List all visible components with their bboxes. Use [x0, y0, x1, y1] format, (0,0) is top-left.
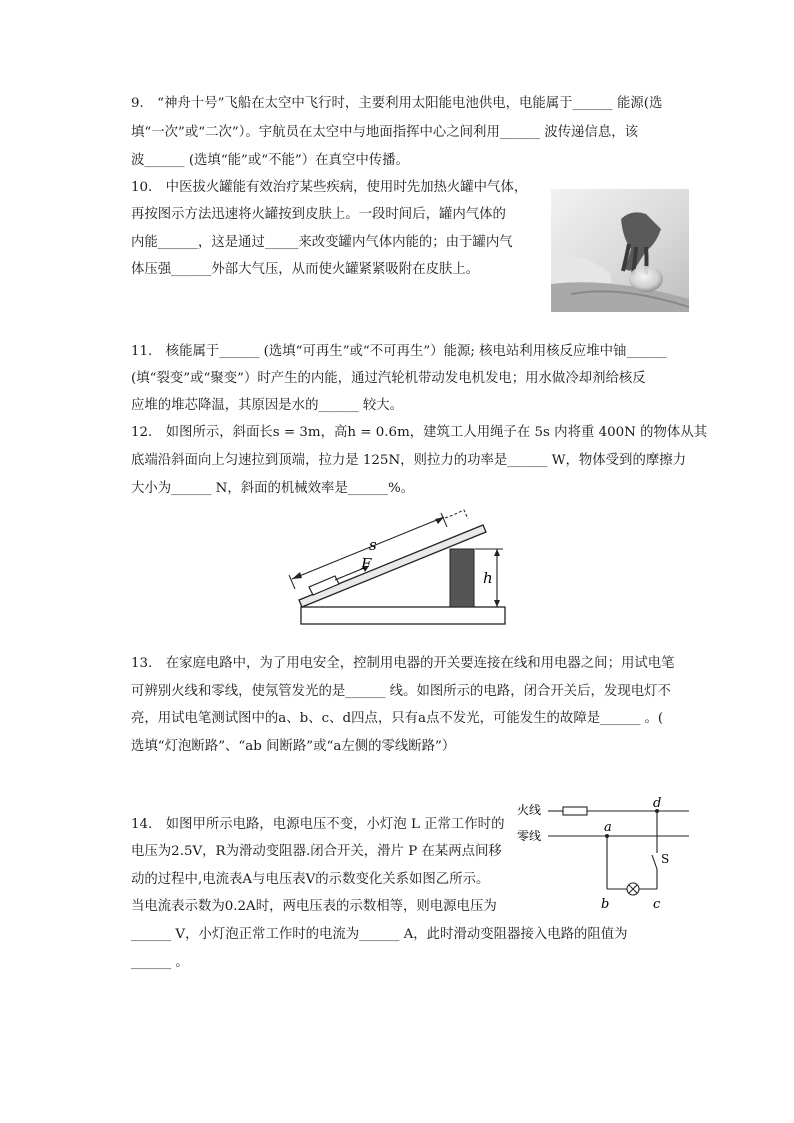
incline-base — [301, 607, 505, 624]
length-arrow-head-left — [292, 572, 302, 579]
neutral-wire-label: 零线 — [517, 829, 542, 843]
switch-label: S — [661, 852, 670, 866]
question-12-line-1: 12. 如图所示，斜面长s = 3m，高h = 0.6m，建筑工人用绳子在 5s 内将重 400N 的物体从其 — [131, 425, 708, 440]
question-14-line-2: 电压为2.5V，R为滑动变阻器.闭合开关，滑片 P 在某两点间移 — [131, 844, 502, 859]
question-11-line-3: 应堆的堆芯降温，其原因是水的______ 较大。 — [131, 398, 404, 413]
switch-blade — [652, 855, 657, 869]
circuit-svg — [515, 795, 693, 915]
live-wire-label: 火线 — [517, 803, 542, 817]
question-10-line-2: 再按图示方法迅速将火罐按到皮肤上。一段时间后，罐内气体的 — [131, 207, 506, 222]
point-c-label: c — [653, 897, 661, 912]
cupping-photo — [551, 189, 689, 312]
question-14-line-4: 当电流表示数为0.2A时，两电压表的示数相等，则电源电压为 — [131, 899, 497, 914]
point-a-label: a — [604, 820, 612, 835]
height-arrow-head-top — [494, 549, 500, 556]
point-d-label: d — [653, 796, 662, 811]
question-10-line-1: 10. 中医拔火罐能有效治疗某些疾病，使用时先加热火罐中气体， — [131, 180, 528, 195]
question-13-line-3: 亮，用试电笔测试图中的a、b、c、d四点，只有a点不发光，可能发生的故障是______ 。( — [131, 711, 664, 726]
question-12-line-2: 底端沿斜面向上匀速拉到顶端，拉力是 125N，则拉力的功率是______ W，物体受到的摩擦力 — [131, 453, 687, 468]
label-h: h — [483, 569, 493, 587]
question-14-line-6: ______ 。 — [131, 955, 189, 970]
dashed-block-outline — [445, 510, 468, 519]
length-tick-left — [289, 575, 295, 589]
question-12-line-3: 大小为______ N，斜面的机械效率是______%。 — [131, 481, 415, 496]
question-11-line-1: 11. 核能属于______ (选填“可再生”或“不可再生”）能源; 核电站利用核反应堆中铀______ — [131, 344, 667, 359]
question-10-line-3: 内能______，这是通过_____来改变罐内气体内能的；由于罐内气 — [131, 235, 513, 250]
question-13-line-4: 选填“灯泡断路”、“ab 间断路”或“a左侧的零线断路”） — [131, 739, 456, 754]
question-13-line-2: 可辨别火线和零线，使氖管发光的是______ 线。如图所示的电路，闭合开关后，发现电灯不 — [131, 684, 671, 699]
fuse — [563, 807, 587, 815]
height-arrow-head-bottom — [494, 600, 500, 607]
lamp-symbol — [627, 883, 639, 895]
question-14-line-3: 动的过程中,电流表A与电压表V的示数变化关系如图乙所示。 — [131, 872, 490, 887]
label-F: F — [361, 555, 372, 573]
incline-support — [450, 549, 474, 607]
question-14-line-1: 14. 如图甲所示电路，电源电压不变，小灯泡 L 正常工作时的 — [131, 817, 505, 832]
incline-svg — [285, 505, 517, 630]
point-b-label: b — [601, 897, 610, 912]
circuit-diagram — [515, 795, 693, 919]
question-9-line-1: 9. “神舟十号”飞船在太空中飞行时，主要利用太阳能电池供电，电能属于______ 能源(选 — [131, 96, 663, 111]
question-13-line-1: 13. 在家庭电路中，为了用电安全，控制用电器的开关要连接在线和用电器之间；用试电笔 — [131, 656, 675, 671]
question-9-line-3: 波______ (选填“能”或“不能”）在真空中传播。 — [131, 153, 409, 168]
incline-diagram — [285, 505, 517, 634]
question-14-line-5: ______ V，小灯泡正常工作时的电流为______ A，此时滑动变阻器接入电路的阻值为 — [131, 927, 628, 942]
question-11-line-2: (填“裂变”或“聚变”）时产生的内能，通过汽轮机带动发电机发电；用水做冷却剂给核反 — [131, 371, 646, 386]
question-9-line-2: 填“一次”或“二次”）。宇航员在太空中与地面指挥中心之间利用______ 波传递信息，该 — [131, 125, 638, 140]
question-10-line-4: 体压强______外部大气压，从而使火罐紧紧吸附在皮肤上。 — [131, 262, 480, 277]
label-s: s — [369, 536, 377, 554]
length-tick-right — [441, 513, 447, 527]
